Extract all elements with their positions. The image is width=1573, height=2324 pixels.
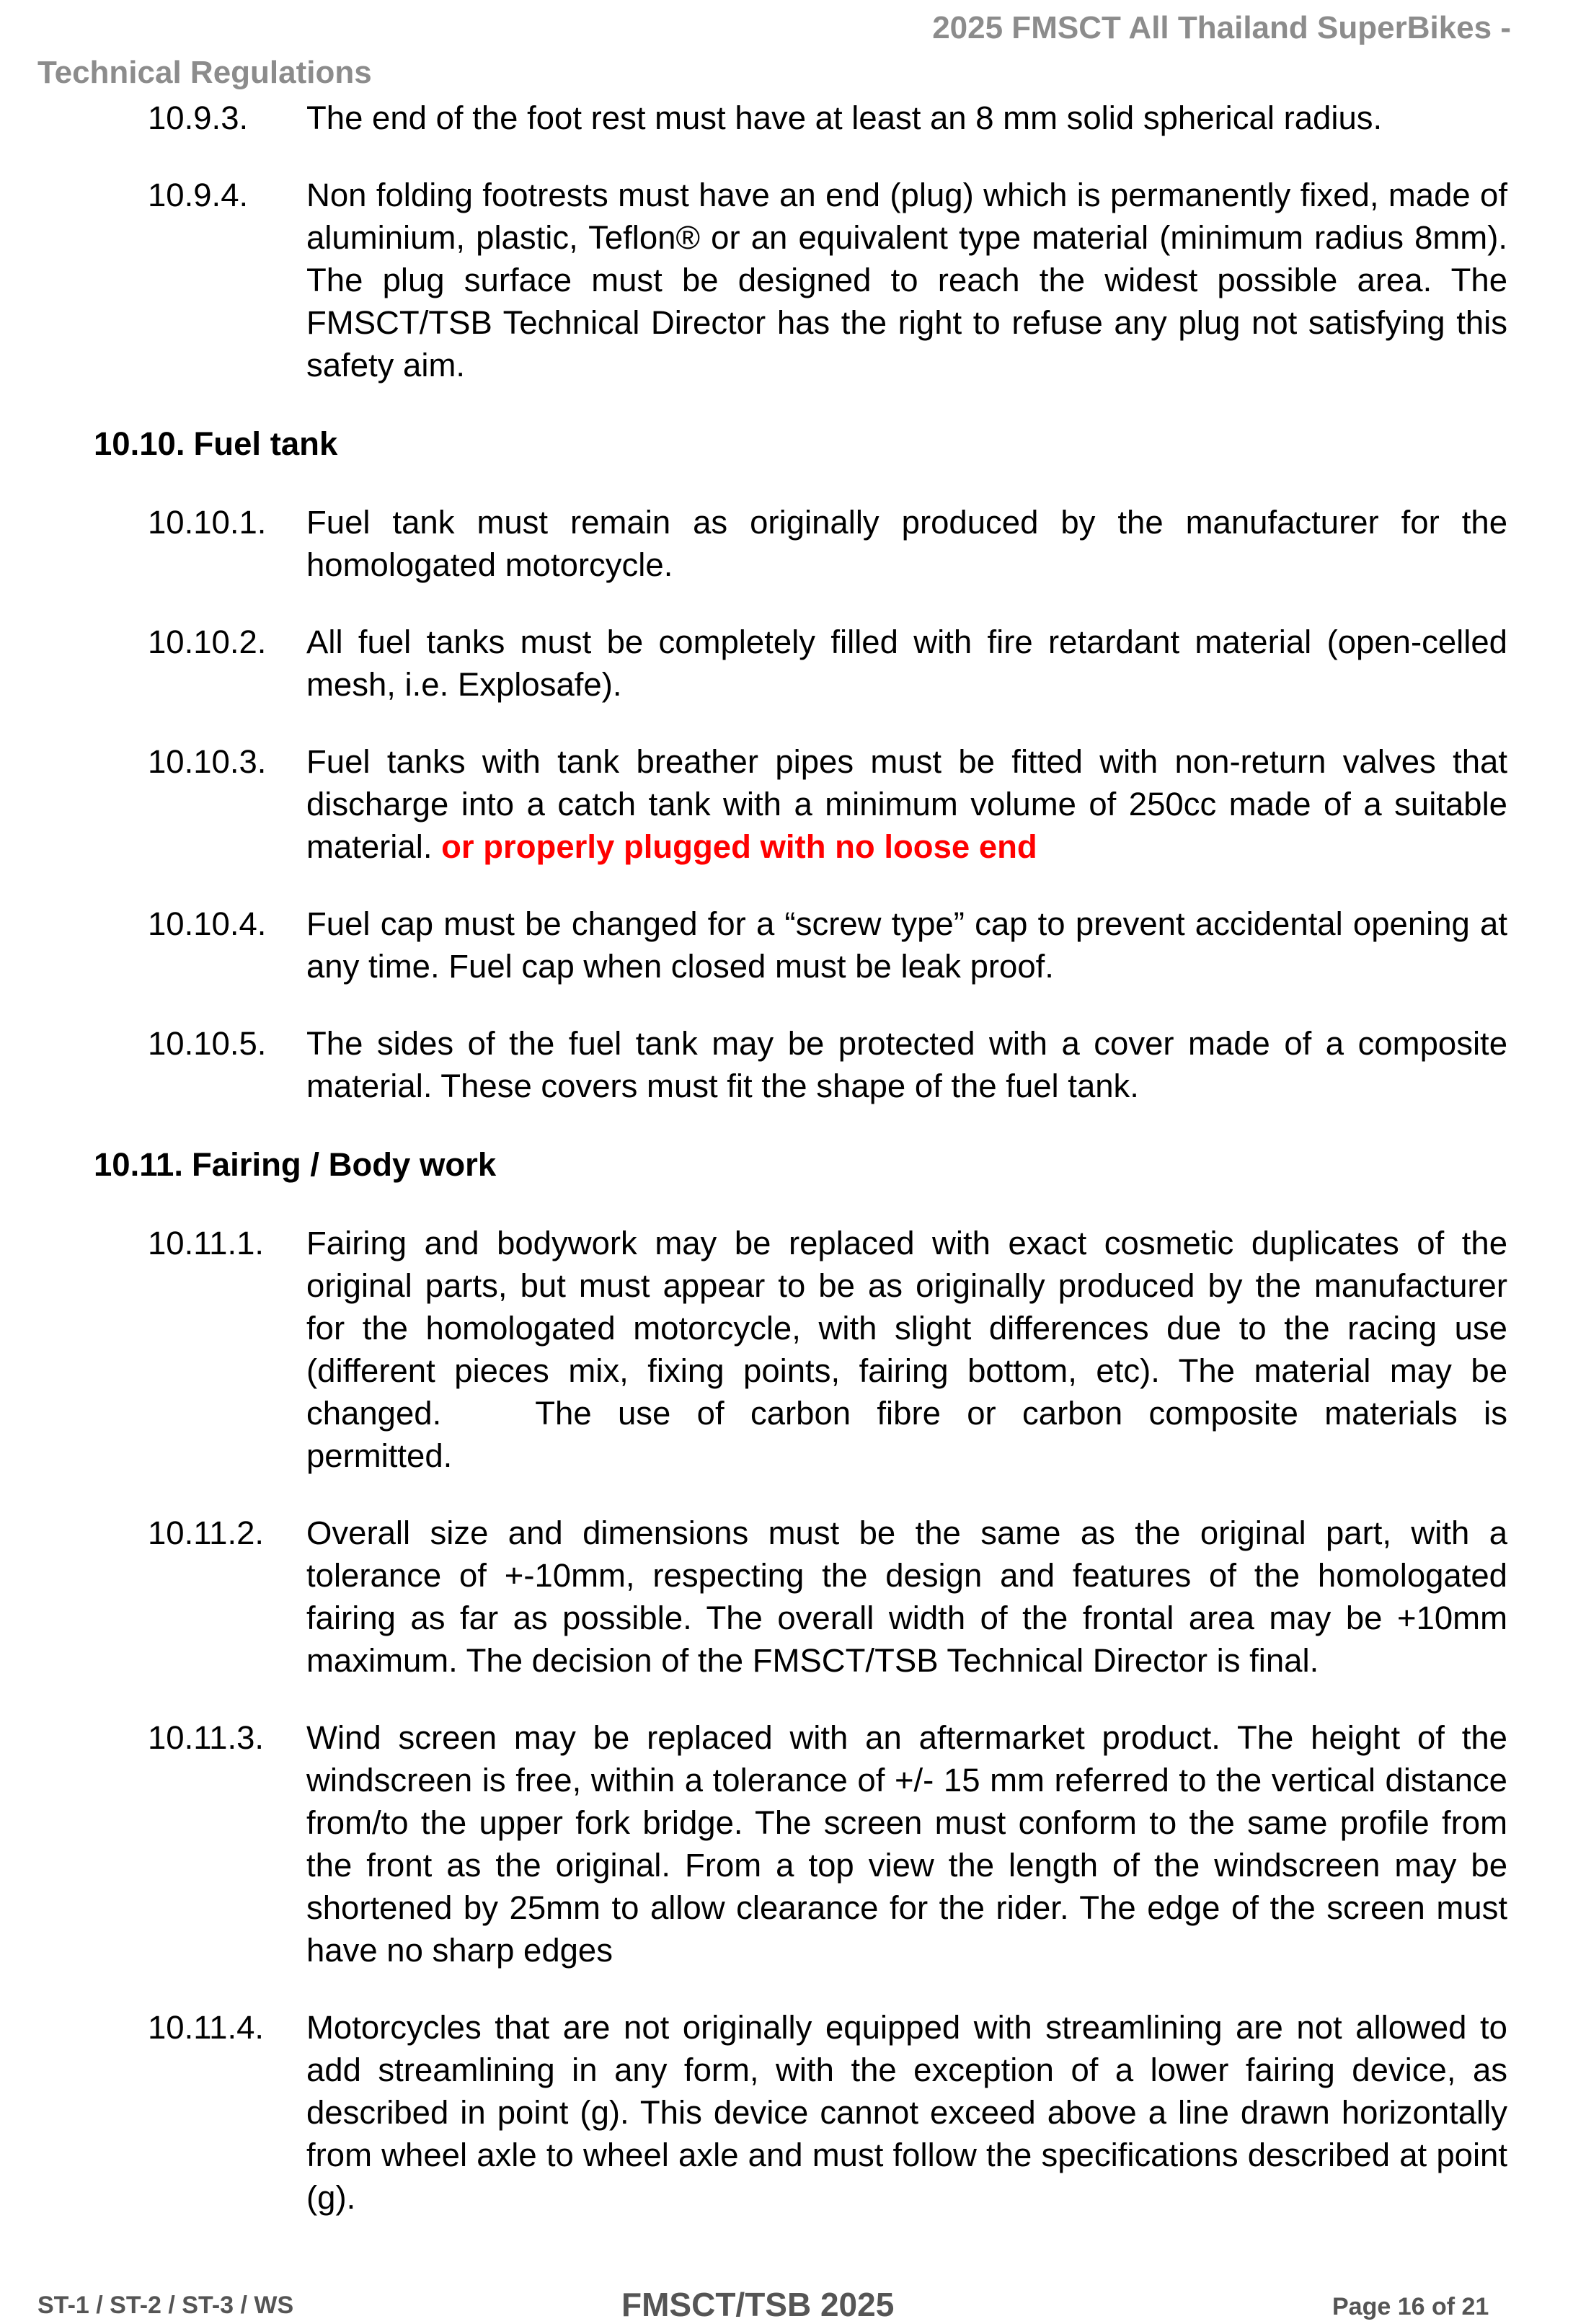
- clause-10-9-4: [0, 174, 1507, 386]
- footer-page-number: Page 16 of 21: [1332, 2293, 1489, 2320]
- clause-number: 10.10.2.: [148, 624, 267, 660]
- clause-text: The sides of the fuel tank may be protected with a cover made of a composite material. These covers must fit the shape of the fuel tank.: [306, 1025, 1507, 1104]
- amendment-highlight: or properly plugged with no loose end: [441, 828, 1037, 865]
- clause-text-continued: The use of carbon fibre or carbon composite materials is permitted.: [306, 1395, 1507, 1474]
- clause-number: 10.10.3.: [148, 743, 267, 780]
- section-heading-fairing: [0, 1143, 1573, 1186]
- clause-10-10-1: [0, 501, 1507, 586]
- clause-number: 10.10.4.: [148, 905, 267, 942]
- clause-text: Motorcycles that are not originally equipped with streamlining are not allowed to add streamlining in any form, with the exception of a lower fairing device, as described in point (g). This device cannot exceed above a line drawn horizontally from wheel axle to wheel axle and must follow the specifications described at point (g).: [306, 2009, 1507, 2216]
- clause-text: Fairing and bodywork may be replaced with exact cosmetic duplicates of the original parts, but must appear to be as originally produced by the manufacturer for the homologated motorcycle, with slight differences due to the racing use (different pieces mix, fixing points, fairing bottom, etc). The material may be changed.: [306, 1225, 1507, 1432]
- clause-text: All fuel tanks must be completely filled with fire retardant material (open-celled mesh, i.e. Explosafe).: [306, 624, 1507, 703]
- clause-text: Fuel tanks with tank breather pipes must be fitted with non-return valves that discharge into a catch tank with a minimum volume of 250cc made of a suitable material.: [306, 743, 1507, 865]
- document-header-title: 2025 FMSCT All Thailand SuperBikes -: [932, 10, 1511, 45]
- clause-text: Wind screen may be replaced with an aftermarket product. The height of the windscreen is free, within a tolerance of +/- 15 mm referred to the vertical distance from/to the upper fork bridge. The screen must conform to the same profile from the front as the original. From a top view the length of the windscreen may be shortened by 25mm to allow clearance for the rider. The edge of the screen must have no sharp edges: [306, 1719, 1507, 1969]
- section-number: 10.10.: [94, 425, 185, 462]
- section-title: Fairing / Body work: [192, 1146, 497, 1183]
- document-header-subtitle: Technical Regulations: [37, 55, 372, 90]
- clause-10-10-2: [0, 621, 1507, 706]
- clause-text: The end of the foot rest must have at least an 8 mm solid spherical radius.: [306, 99, 1383, 136]
- clause-10-11-2: [0, 1512, 1507, 1682]
- clause-10-9-3: [0, 97, 1507, 139]
- section-title: Fuel tank: [193, 425, 338, 462]
- clause-text: Overall size and dimensions must be the same as the original part, with a tolerance of +-10mm, respecting the design and features of the homologated fairing as far as possible. The overall width of the frontal area may be +10mm maximum. The decision of the FMSCT/TSB Technical Director is final.: [306, 1514, 1507, 1679]
- clause-10-10-3: [0, 740, 1507, 868]
- clause-number: 10.10.1.: [148, 504, 267, 541]
- clause-10-11-4: [0, 2006, 1507, 2219]
- clause-number: 10.9.4.: [148, 177, 249, 213]
- clause-10-10-4: [0, 902, 1507, 988]
- regulations-body: [0, 97, 1573, 2253]
- section-heading-fuel-tank: [0, 422, 1573, 465]
- clause-number: 10.11.3.: [148, 1719, 265, 1756]
- clause-10-11-3: [0, 1716, 1507, 1972]
- clause-10-10-5: [0, 1022, 1507, 1107]
- clause-text: Fuel cap must be changed for a “screw type” cap to prevent accidental opening at any time. Fuel cap when closed must be leak proof.: [306, 905, 1507, 985]
- clause-10-11-1: [0, 1222, 1507, 1477]
- footer-org-year: FMSCT/TSB 2025: [621, 2286, 895, 2323]
- clause-number: 10.11.2.: [148, 1514, 265, 1551]
- clause-number: 10.10.5.: [148, 1025, 267, 1062]
- clause-number: 10.9.3.: [148, 99, 249, 136]
- clause-text: Non folding footrests must have an end (plug) which is permanently fixed, made of aluminium, plastic, Teflon® or an equivalent type material (minimum radius 8mm). The plug surface must be designed to reach the widest possible area. The FMSCT/TSB Technical Director has the right to refuse any plug not satisfying this safety aim.: [306, 177, 1507, 383]
- clause-number: 10.11.4.: [148, 2009, 265, 2046]
- footer-classes: ST-1 / ST-2 / ST-3 / WS: [37, 2292, 294, 2319]
- clause-text: Fuel tank must remain as originally produced by the manufacturer for the homologated motorcycle.: [306, 504, 1507, 583]
- section-number: 10.11.: [94, 1146, 183, 1183]
- clause-number: 10.11.1.: [148, 1225, 265, 1261]
